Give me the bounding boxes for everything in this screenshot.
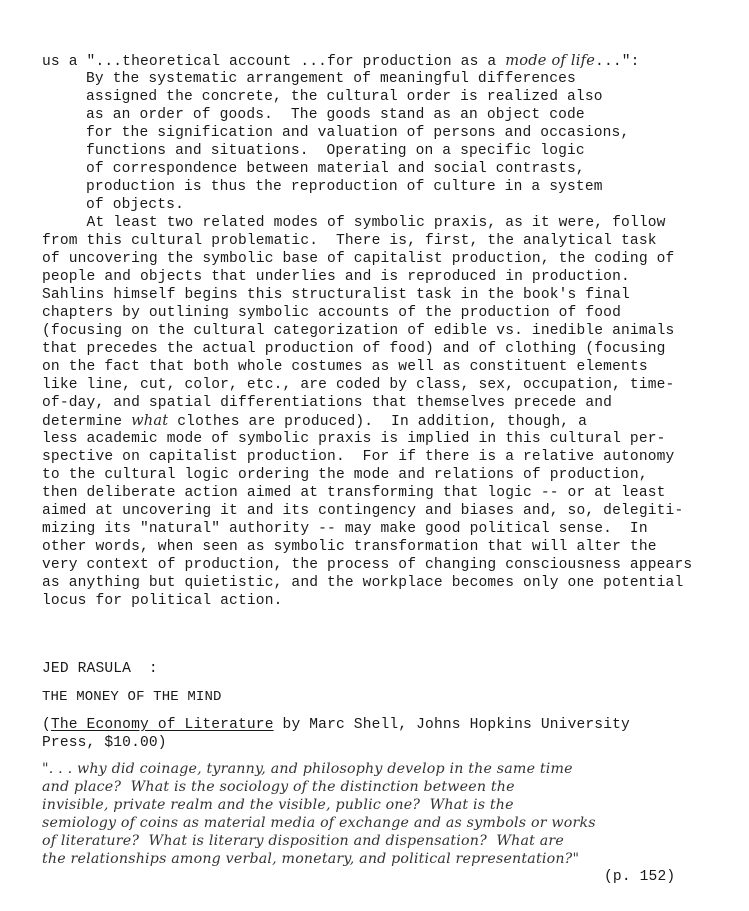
body-line: from this cultural problematic. There is, first, the analytical task — [42, 233, 657, 249]
body-line: that precedes the actual production of food) and of clothing (focusing — [42, 341, 666, 357]
body-line: like line, cut, color, etc., are coded by class, sex, occupation, time- — [42, 377, 675, 393]
body-line: Sahlins himself begins this structuralist task in the book's final — [42, 287, 630, 303]
epigraph-line: and place? What is the sociology of the distinction between the — [42, 779, 515, 795]
book-publisher-line: Press, $10.00) — [42, 735, 167, 751]
body-line: people and objects that underlies and is reproduced in production. — [42, 269, 630, 285]
body-line: aimed at uncovering it and its contingency and biases and, so, delegiti- — [42, 503, 684, 519]
intro-italic: mode of life — [505, 52, 596, 69]
body-line: on the fact that both whole costumes as well as constituent elements — [42, 359, 648, 375]
body-line — [42, 412, 587, 431]
body-line: less academic mode of symbolic praxis is implied in this cultural per- — [42, 431, 666, 447]
body-line: of-day, and spatial differentiations that themselves precede and — [42, 395, 613, 411]
block-quote-line: assigned the concrete, the cultural order is realized also — [86, 89, 603, 105]
book-citation — [42, 716, 630, 734]
book-title: The Economy of Literature — [50, 717, 274, 733]
determine-italic: what — [131, 412, 169, 429]
determine-lead: determine — [42, 414, 132, 430]
block-quote-line: functions and situations. Operating on a specific logic — [86, 143, 585, 159]
epigraph-line: invisible, private realm and the visible, public one? What is the — [42, 797, 514, 813]
body-line: (focusing on the cultural categorization of edible vs. inedible animals — [42, 323, 675, 339]
epigraph-line: semiology of coins as material media of exchange and as symbols or works — [42, 815, 596, 831]
page-citation: (p. 152) — [604, 869, 676, 885]
block-quote-line: By the systematic arrangement of meaningful differences — [86, 71, 576, 87]
body-line: as anything but quietistic, and the workplace becomes only one potential — [42, 575, 684, 591]
intro-lead: us a "...theoretical account ...for production as a — [42, 54, 506, 70]
body-line: of uncovering the symbolic base of capitalist production, the coding of — [42, 251, 675, 267]
body-line: spective on capitalist production. For if there is a relative autonomy — [42, 449, 675, 465]
block-quote-line: production is thus the reproduction of culture in a system — [86, 179, 603, 195]
epigraph-line: the relationships among verbal, monetary, and political representation?" — [42, 851, 580, 867]
book-open-paren: ( — [42, 717, 51, 733]
determine-tail: clothes are produced). In addition, though, a — [168, 414, 588, 430]
body-line: other words, when seen as symbolic transformation that will alter the — [42, 539, 657, 555]
book-details: by Marc Shell, Johns Hopkins University — [273, 717, 630, 733]
review-author: JED RASULA : — [42, 661, 158, 677]
block-quote-line: of correspondence between material and social contrasts, — [86, 161, 585, 177]
body-line: then deliberate action aimed at transforming that logic -- or at least — [42, 485, 666, 501]
review-title: THE MONEY OF THE MIND — [42, 689, 222, 705]
body-line: to the cultural logic ordering the mode and relations of production, — [42, 467, 648, 483]
body-line: chapters by outlining symbolic accounts of the production of food — [42, 305, 621, 321]
body-line: At least two related modes of symbolic praxis, as it were, follow — [42, 215, 666, 231]
body-line: very context of production, the process of changing consciousness appears — [42, 557, 693, 573]
block-quote-line: of objects. — [86, 197, 184, 213]
epigraph-line: ". . . why did coinage, tyranny, and philosophy develop in the same time — [42, 761, 573, 777]
intro-tail: ...": — [595, 54, 640, 70]
body-line: locus for political action. — [42, 593, 283, 609]
block-quote-line: for the signification and valuation of persons and occasions, — [86, 125, 630, 141]
epigraph-line: of literature? What is literary disposition and dispensation? What are — [42, 833, 564, 849]
intro-line — [42, 52, 640, 71]
block-quote-line: as an order of goods. The goods stand as an object code — [86, 107, 585, 123]
body-line: mizing its "natural" authority -- may make good political sense. In — [42, 521, 648, 537]
